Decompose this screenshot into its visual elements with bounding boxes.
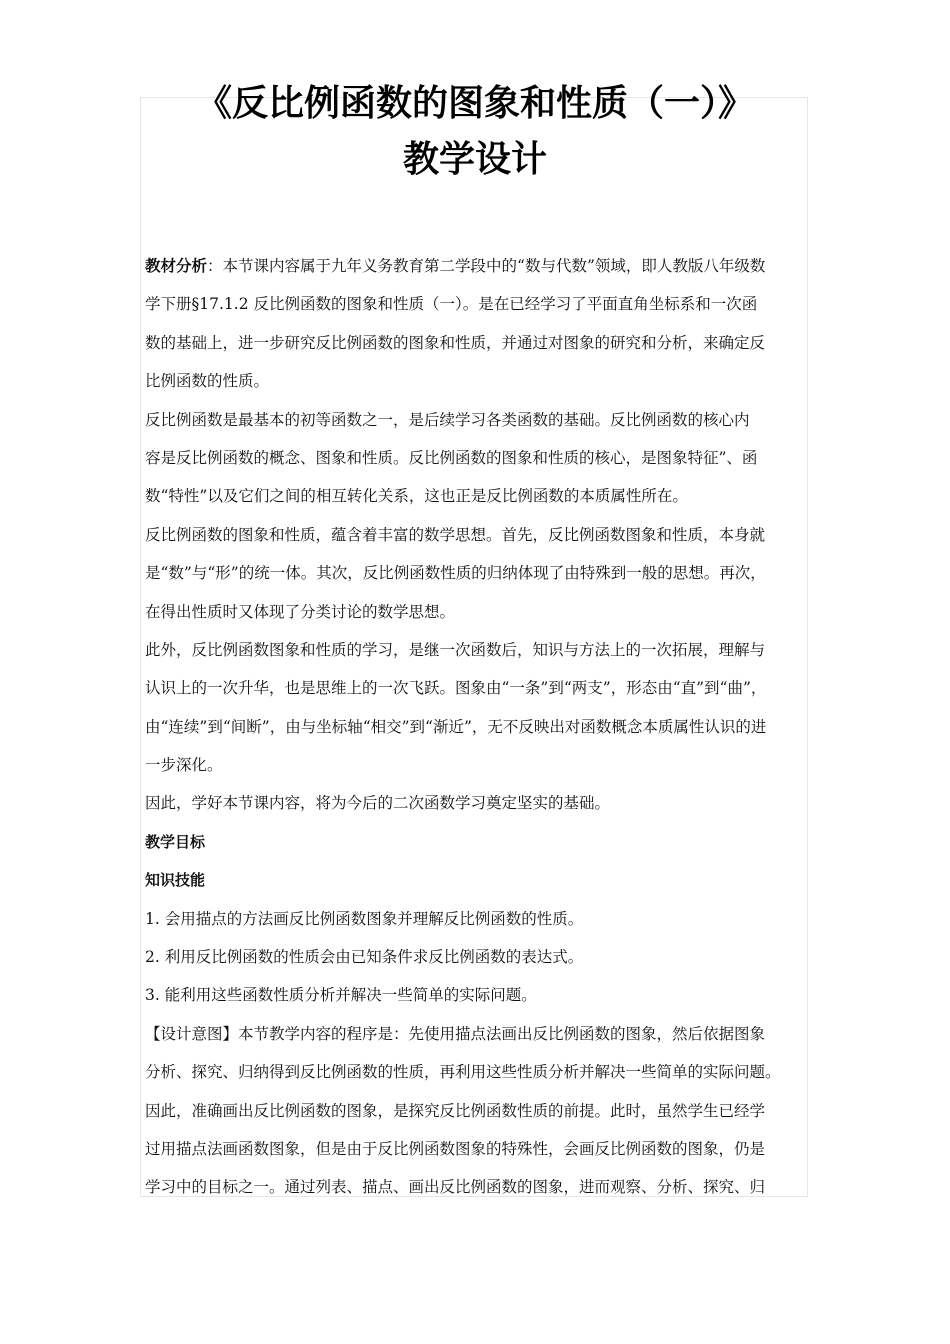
- text-line: 一步深化。: [145, 756, 223, 775]
- text-line: 因此，学好本节课内容，将为今后的二次函数学习奠定坚实的基础。: [145, 794, 611, 813]
- text-line: 反比例函数是最基本的初等函数之一，是后续学习各类函数的基础。反比例函数的核心内: [145, 410, 750, 429]
- document-body: [145, 247, 815, 1207]
- text-line: 数的基础上，进一步研究反比例函数的图象和性质，并通过对图象的研究和分析，来确定反: [145, 333, 766, 352]
- text-line: 分析、探究、归纳得到反比例函数的性质，再利用这些性质分析并解决一些简单的实际问题。: [145, 1063, 781, 1082]
- math-thinking-paragraph: [145, 516, 815, 631]
- text-line: 在得出性质时又体现了分类讨论的数学思想。: [145, 602, 456, 621]
- text-line: 因此，准确画出反比例函数的图象，是探究反比例函数性质的前提。此时，虽然学生已经学: [145, 1101, 766, 1120]
- design-intent-paragraph: [145, 1015, 815, 1207]
- text-line: 学习中的目标之一。通过列表、描点、画出反比例函数的图象，进而观察、分析、探究、归: [145, 1178, 766, 1197]
- text-line: 数“特性”以及它们之间的相互转化关系，这也正是反比例函数的本质属性所在。: [145, 487, 688, 506]
- text-line: 反比例函数的图象和性质，蕴含着丰富的数学思想。首先，反比例函数图象和性质，本身就: [145, 525, 766, 544]
- goals-list: [145, 900, 815, 1015]
- text-line: 过用描点法画函数图象，但是由于反比例函数图象的特殊性，会画反比例函数的图象，仍是: [145, 1140, 766, 1159]
- material-analysis-paragraph: [145, 247, 815, 401]
- text-line: 比例函数的性质。: [145, 372, 270, 391]
- teaching-goals-heading: 教学目标: [145, 832, 206, 851]
- text-line: 学下册§17.1.2 反比例函数的图象和性质（一）。是在已经学习了平面直角坐标系和一次函: [145, 295, 758, 314]
- material-analysis-lead: 教材分析: [145, 257, 208, 275]
- text-line: 由“连续”到“间断”，由与坐标轴“相交”到“渐近”，无不反映出对函数概念本质属性认识的进: [145, 717, 767, 736]
- list-item: 2. 利用反比例函数的性质会由已知条件求反比例函数的表达式。: [145, 948, 584, 967]
- text-line: 容是反比例函数的概念、图象和性质。反比例函数的图象和性质的核心，是图象特征”、函: [145, 448, 758, 467]
- document-subtitle: 教学设计: [402, 139, 547, 180]
- text-line: 【设计意图】本节教学内容的程序是：先使用描点法画出反比例函数的图象，然后依据图象: [145, 1024, 766, 1043]
- text-line: 是“数”与“形”的统一体。其次，反比例函数性质的归纳体现了由特殊到一般的思想。再次，: [145, 564, 766, 583]
- list-item: 1. 会用描点的方法画反比例函数图象并理解反比例函数的性质。: [145, 909, 584, 928]
- text-line: 此外，反比例函数图象和性质的学习，是继一次函数后，知识与方法上的一次拓展，理解与: [145, 640, 766, 659]
- learning-leap-paragraph: [145, 631, 815, 785]
- text-line: 教材分析：本节课内容属于九年义务教育第二学段中的“数与代数”领域，即人教版八年级数: [145, 257, 766, 275]
- knowledge-skills-heading: 知识技能: [145, 871, 206, 890]
- core-content-paragraph: [145, 401, 815, 516]
- conclusion-paragraph: [145, 784, 815, 822]
- list-item: 3. 能利用这些函数性质分析并解决一些简单的实际问题。: [145, 986, 537, 1005]
- document-title: 《反比例函数的图象和性质（一）》: [195, 83, 754, 124]
- text-line: 认识上的一次升华，也是思维上的一次飞跃。图象由“一条”到“两支”，形态由“直”到“曲”，: [145, 679, 767, 698]
